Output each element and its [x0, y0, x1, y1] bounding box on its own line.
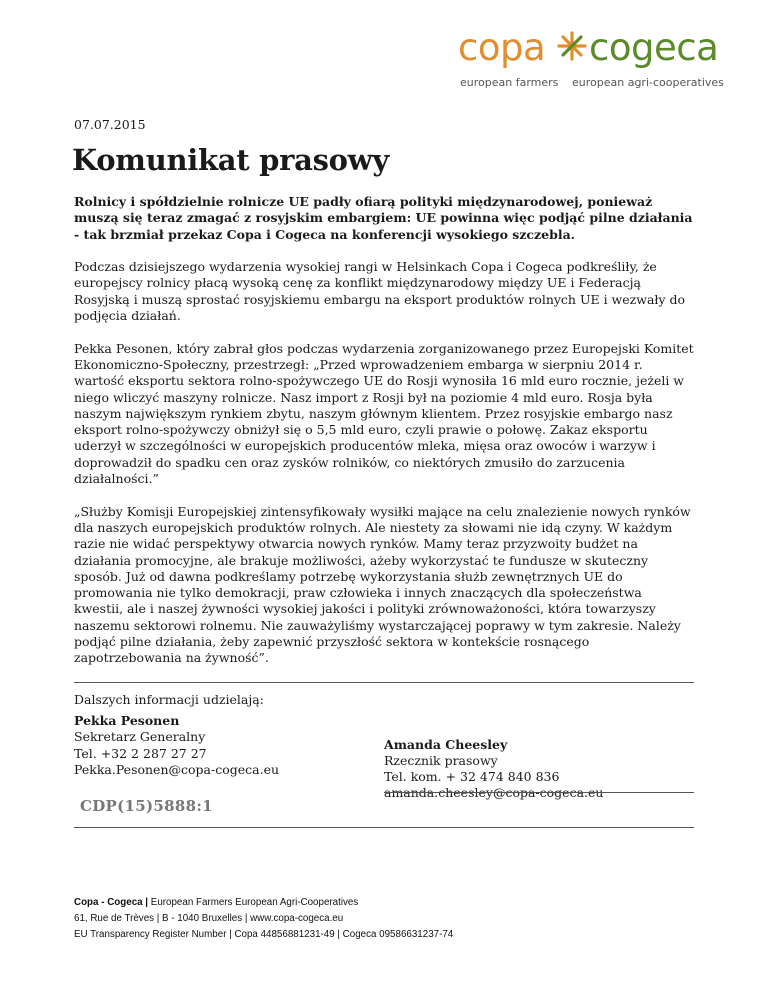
logo-cogeca-word: cogeca — [589, 26, 719, 69]
footer-address: 61, Rue de Trèves | B - 1040 Bruxelles | www.copa-cogeca.eu — [74, 913, 344, 924]
footer-org-line — [74, 895, 453, 911]
divider-contact — [384, 792, 694, 793]
contact-name: Amanda Cheesley — [384, 737, 508, 752]
contact-phone: Tel. +32 2 287 27 27 — [74, 745, 207, 761]
press-release-body — [74, 194, 694, 683]
body-paragraph: Pekka Pesonen, który zabrał głos podczas wydarzenia zorganizowanego przez Europejski Komitet Ekonomiczno-Społeczny, przestrzegł: „Przed wprowadzeniem embarga w sierpniu 2014 r. wartość eksportu sektora rolno-spożywczego UE do Rosji wynosiła 16 mld euro rocznie, jeżeli w niego wliczyć maszyny rolnicze. Nasz import z Rosji był na poziomie 4 mld euro. Rosja była naszym największym rynkiem zbytu, naszym głównym klientem. Przez rosyjskie embargo nasz eksport rolno-spożywczy obniżył się o 5,5 mld euro, czyli prawie o połowę. Zakaz eksportu uderzył w szczególności w europejskich producentów mleka, mięsa oraz owoców i warzyw i doprowadził do spadku cen oraz zysków rolników, co niektórych zmusiło do zarzucenia działalności.” — [74, 340, 694, 487]
contact-email[interactable]: Pekka.Pesonen@copa-cogeca.eu — [74, 761, 280, 777]
contact-name: Pekka Pesonen — [74, 713, 180, 728]
divider-bottom — [74, 827, 694, 828]
body-paragraph: Podczas dzisiejszego wydarzenia wysokiej rangi w Helsinkach Copa i Cogeca podkreśliły, że europejscy rolnicy płacą wysoką cenę za konflikt międzynarodowy między UE i Federacją Rosyjską i muszą sprostać rosyjskiemu embargu na eksport produktów rolnych UE i wezwały do podjęcia działań. — [74, 259, 686, 324]
copa-cogeca-logo — [458, 26, 724, 96]
page-title: Komunikat prasowy — [72, 143, 389, 177]
footer-register: EU Transparency Register Number | Copa 44856881231-49 | Cogeca 09586631237-74 — [74, 929, 454, 940]
contact-phone: Tel. kom. + 32 474 840 836 — [384, 769, 560, 784]
logo-cogeca-caption: european agri-cooperatives — [572, 76, 724, 89]
contact-card-pesonen — [74, 713, 364, 778]
footer-org-desc: European Farmers European Agri-Cooperatives — [148, 897, 359, 908]
body-paragraph: „Służby Komisji Europejskiej zintensyfikowały wysiłki mające na celu znalezienie nowych rynków dla naszych europejskich produktów rolnych. Ale niestety za słowami nie idą czyny. W każdym razie nie widać perspektywy otwarcia nowych rynków. Mamy teraz przyzwoity budżet na działania promocyjne, ale brakuje możliwości, ażeby wykorzystać te fundusze w skuteczny sposób. Już od dawna podkreślamy potrzebę wykorzystania służb zewnętrznych UE do promowania nie tylko demokracji, praw człowieka i innych znaczących dla społeczeństwa kwestii, ale i naszej żywności wysokiej jakości i polityki zrównoważoności, która towarzyszy naszemu sektorowi rolnemu. Nie zauważyliśmy wystarczającej poprawy w tym zakresie. Należy podjąć pilne działania, żeby zapewnić przyszłość sektora w kontekście rosnącego zapotrzebowania na żywność”. — [74, 503, 691, 666]
logo-copa-word: copa — [458, 26, 546, 69]
footer-org: Copa - Cogeca | — [74, 897, 149, 908]
divider-top — [74, 682, 694, 683]
contact-email[interactable]: amanda.cheesley@copa-cogeca.eu — [384, 785, 604, 800]
contacts-label: Dalszych informacji udzielają: — [74, 692, 264, 707]
contact-role: Sekretarz Generalny — [74, 729, 206, 745]
contact-role: Rzecznik prasowy — [384, 753, 498, 768]
document-date: 07.07.2015 — [74, 117, 146, 132]
logo-star-icon — [554, 28, 590, 64]
document-reference: CDP(15)5888:1 — [80, 797, 213, 815]
footer — [74, 895, 453, 943]
logo-copa-caption: european farmers — [460, 76, 559, 89]
lead-paragraph: Rolnicy i spółdzielnie rolnicze UE padły ofiarą polityki międzynarodowej, ponieważ muszą się teraz zmagać z rosyjskim embargiem: UE powinna więc podjąć pilne działania - tak brzmiał przekaz Copa i Cogeca na konferencji wysokiego szczebla. — [74, 194, 693, 242]
